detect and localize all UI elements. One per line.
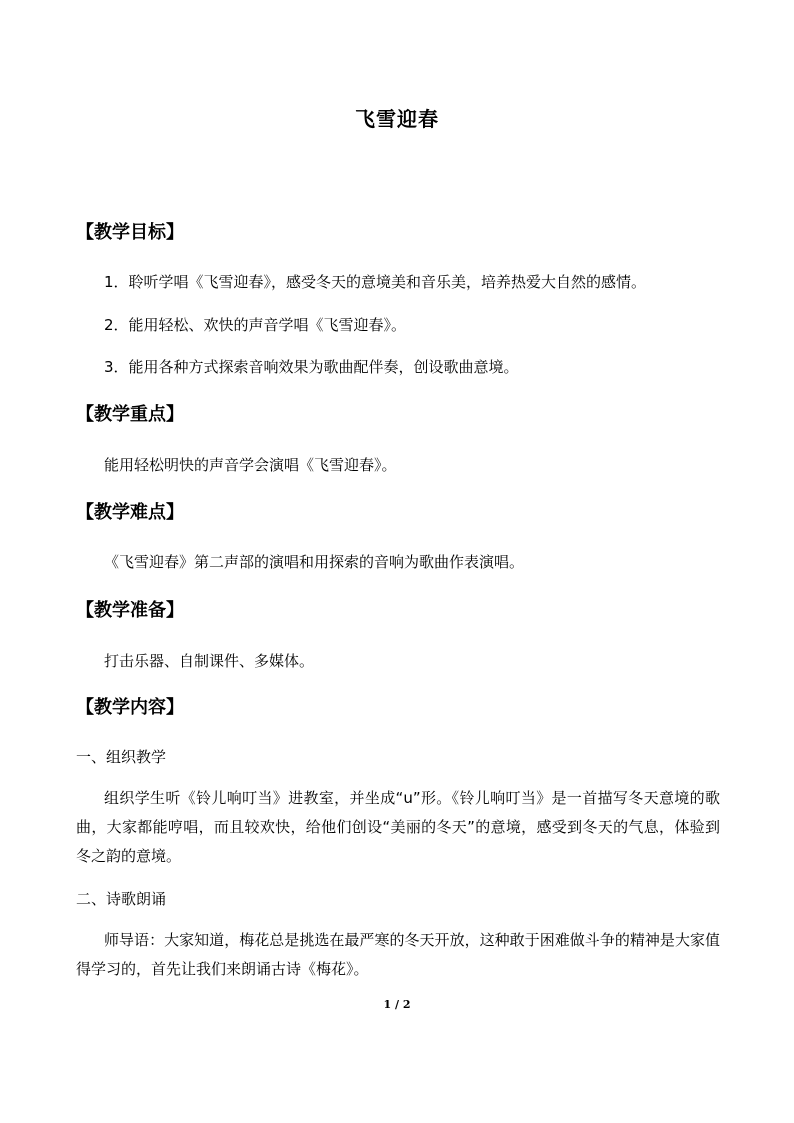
objective-item-2: 2．能用轻松、欢快的声音学唱《飞雪迎春》。 <box>104 316 407 334</box>
section-1-title: 一、组织教学 <box>76 748 167 766</box>
section-2-title: 二、诗歌朗诵 <box>76 890 167 908</box>
difficulties-heading: 【教学难点】 <box>76 502 184 523</box>
preparation-text: 打击乐器、自制课件、多媒体。 <box>104 652 315 670</box>
section-1-paragraph: 组织学生听《铃儿响叮当》进教室，并坐成“u”形。《铃儿响叮当》是一首描写冬天意境的歌曲，大家都能哼唱，而且较欢快，给他们创设“美丽的冬天”的意境，感受到冬天的气息，体验到冬之韵的意境。 <box>76 789 720 865</box>
section-2-paragraph: 师导语：大家知道，梅花总是挑选在最严寒的冬天开放，这种敢于困难做斗争的精神是大家值得学习的，首先让我们来朗诵古诗《梅花》。 <box>76 931 720 978</box>
objective-item-1: 1．聆听学唱《飞雪迎春》，感受冬天的意境美和音乐美，培养热爱大自然的感情。 <box>104 273 647 291</box>
content-heading: 【教学内容】 <box>76 697 184 718</box>
objectives-heading: 【教学目标】 <box>76 222 184 243</box>
objective-item-3: 3．能用各种方式探索音响效果为歌曲配伴奏，创设歌曲意境。 <box>104 358 519 376</box>
key-points-text: 能用轻松明快的声音学会演唱《飞雪迎春》。 <box>104 456 397 474</box>
preparation-heading: 【教学准备】 <box>76 600 184 621</box>
difficulties-text: 《飞雪迎春》第二声部的演唱和用探索的音响为歌曲作表演唱。 <box>104 553 525 571</box>
page-number: 1 / 2 <box>383 998 411 1011</box>
key-points-heading: 【教学重点】 <box>76 404 184 425</box>
document-title: 飞雪迎春 <box>355 107 439 131</box>
